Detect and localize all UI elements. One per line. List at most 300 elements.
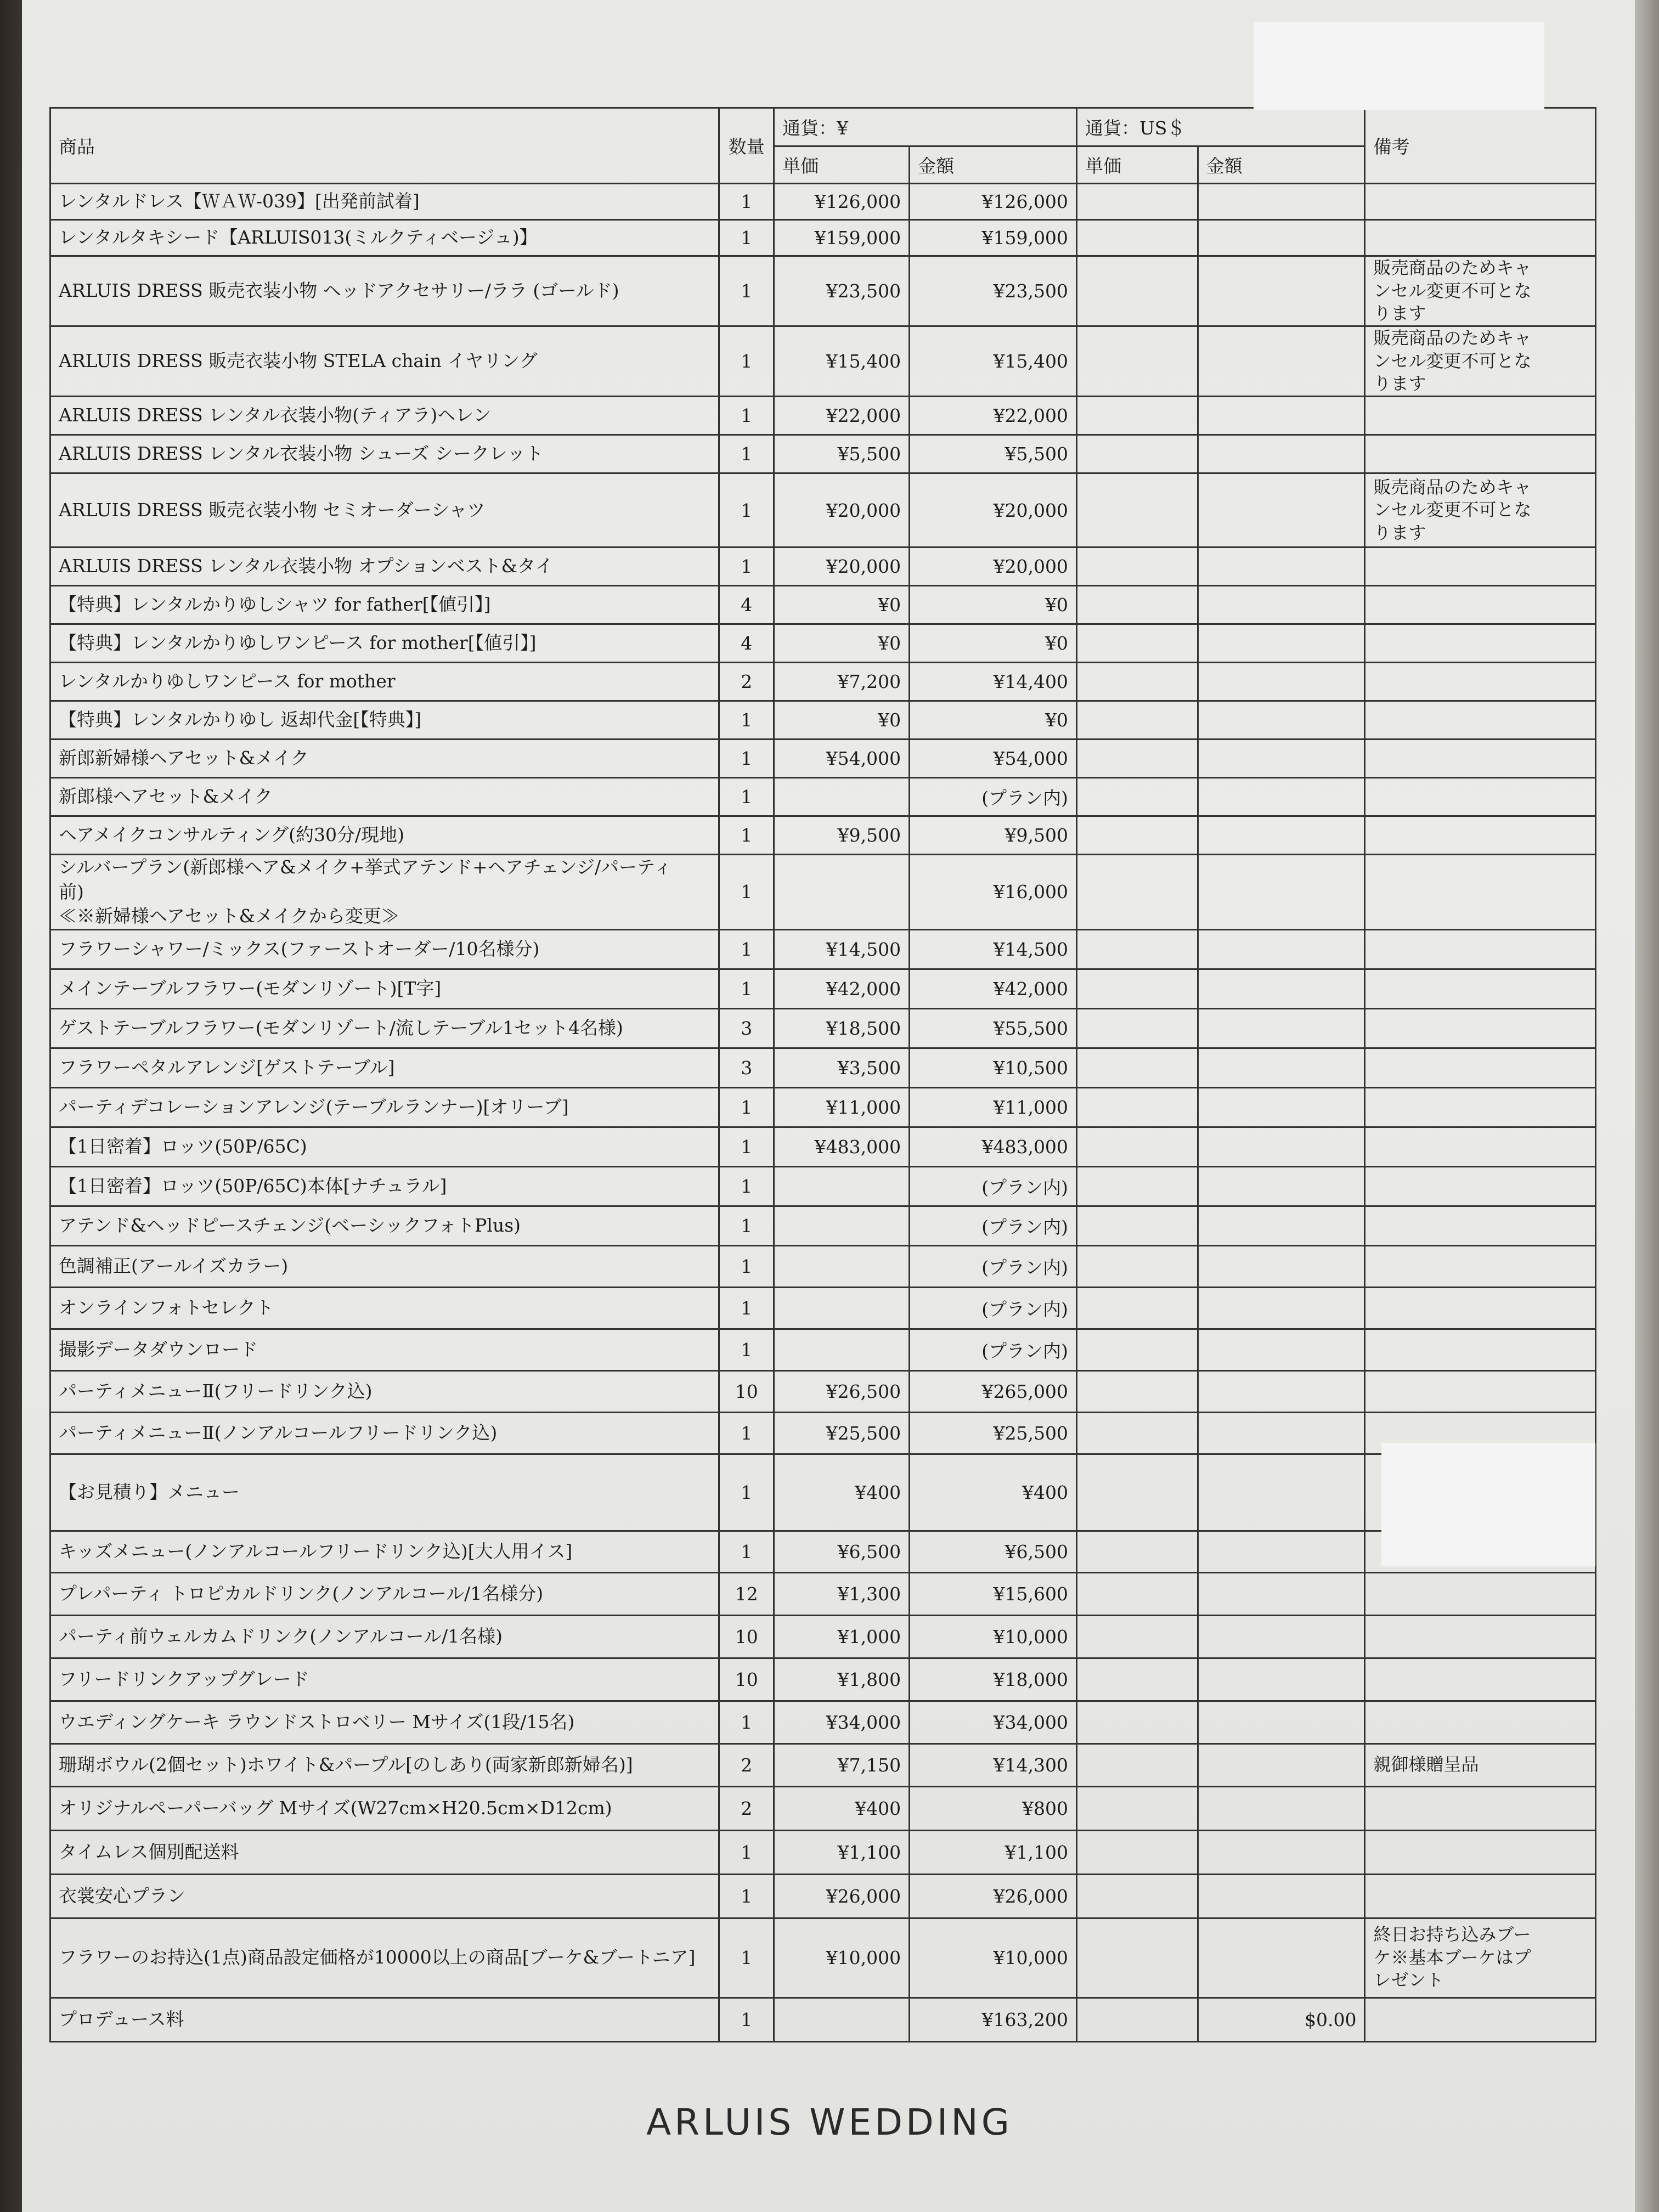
item-unit-price-usd bbox=[1076, 256, 1198, 326]
item-amount-usd bbox=[1198, 778, 1365, 816]
item-unit-price-usd bbox=[1076, 701, 1198, 740]
item-amount-usd bbox=[1198, 1245, 1365, 1287]
item-unit-price-jpy: ¥6,500 bbox=[774, 1531, 910, 1572]
item-unit-price-jpy: ¥15,400 bbox=[774, 326, 910, 397]
table-row bbox=[50, 256, 1596, 326]
item-qty: 10 bbox=[719, 1615, 774, 1658]
table-row bbox=[50, 397, 1596, 435]
item-unit-price-usd bbox=[1076, 1454, 1198, 1531]
item-name: フリードリンクアップグレード bbox=[50, 1658, 719, 1701]
item-unit-price-jpy: ¥14,500 bbox=[774, 929, 910, 969]
item-amount-usd bbox=[1198, 220, 1365, 256]
item-name: メインテーブルフラワー(モダンリゾート)[T字] bbox=[50, 969, 719, 1008]
item-unit-price-usd bbox=[1076, 220, 1198, 256]
item-amount-jpy: (プラン内) bbox=[910, 1329, 1077, 1370]
header-product: 商品 bbox=[50, 108, 719, 184]
item-amount-jpy: ¥0 bbox=[910, 586, 1077, 624]
item-amount-usd bbox=[1198, 1287, 1365, 1329]
item-name: 【特典】レンタルかりゆしワンピース for mother[【値引】] bbox=[50, 624, 719, 663]
item-unit-price-jpy: ¥400 bbox=[774, 1786, 910, 1830]
item-qty: 1 bbox=[719, 256, 774, 326]
item-unit-price-jpy bbox=[774, 1287, 910, 1329]
item-amount-usd bbox=[1198, 1531, 1365, 1572]
item-amount-usd bbox=[1198, 548, 1365, 586]
item-name: ゲストテーブルフラワー(モダンリゾート/流しテーブル1セット4名様) bbox=[50, 1008, 719, 1048]
table-row bbox=[50, 184, 1596, 220]
item-unit-price-jpy bbox=[774, 778, 910, 816]
item-unit-price-jpy: ¥0 bbox=[774, 586, 910, 624]
item-qty: 4 bbox=[719, 586, 774, 624]
item-unit-price-usd bbox=[1076, 1997, 1198, 2041]
item-unit-price-usd bbox=[1076, 816, 1198, 855]
table-row bbox=[50, 473, 1596, 548]
table-row bbox=[50, 1658, 1596, 1701]
item-name: ARLUIS DRESS レンタル衣装小物 オプションベスト&タイ bbox=[50, 548, 719, 586]
item-qty: 10 bbox=[719, 1658, 774, 1701]
item-remarks bbox=[1365, 816, 1596, 855]
item-unit-price-usd bbox=[1076, 1786, 1198, 1830]
item-unit-price-jpy: ¥34,000 bbox=[774, 1701, 910, 1743]
item-unit-price-jpy: ¥42,000 bbox=[774, 969, 910, 1008]
table-row bbox=[50, 1786, 1596, 1830]
item-amount-usd bbox=[1198, 326, 1365, 397]
table-row bbox=[50, 1572, 1596, 1615]
item-remarks bbox=[1365, 1206, 1596, 1245]
item-amount-jpy: ¥0 bbox=[910, 701, 1077, 740]
table-row bbox=[50, 1701, 1596, 1743]
item-amount-usd bbox=[1198, 1658, 1365, 1701]
item-unit-price-jpy: ¥18,500 bbox=[774, 1008, 910, 1048]
item-qty: 3 bbox=[719, 1048, 774, 1087]
item-amount-usd bbox=[1198, 256, 1365, 326]
item-amount-jpy: ¥42,000 bbox=[910, 969, 1077, 1008]
item-name: ヘアメイクコンサルティング(約30分/現地) bbox=[50, 816, 719, 855]
item-amount-usd bbox=[1198, 624, 1365, 663]
item-unit-price-usd bbox=[1076, 1701, 1198, 1743]
item-qty: 1 bbox=[719, 326, 774, 397]
item-unit-price-usd bbox=[1076, 1087, 1198, 1127]
item-amount-jpy: (プラン内) bbox=[910, 1206, 1077, 1245]
table-row bbox=[50, 1329, 1596, 1370]
item-name: フラワーペタルアレンジ[ゲストテーブル] bbox=[50, 1048, 719, 1087]
item-qty: 1 bbox=[719, 855, 774, 930]
item-qty: 1 bbox=[719, 1287, 774, 1329]
item-unit-price-usd bbox=[1076, 740, 1198, 778]
item-amount-usd bbox=[1198, 435, 1365, 473]
item-qty: 1 bbox=[719, 778, 774, 816]
item-amount-usd bbox=[1198, 473, 1365, 548]
item-unit-price-jpy: ¥7,200 bbox=[774, 663, 910, 701]
item-unit-price-jpy: ¥1,000 bbox=[774, 1615, 910, 1658]
header-unit-price-jpy: 単価 bbox=[774, 146, 910, 184]
item-remarks bbox=[1365, 1701, 1596, 1743]
item-remarks bbox=[1365, 969, 1596, 1008]
item-remarks bbox=[1365, 1572, 1596, 1615]
item-qty: 2 bbox=[719, 1743, 774, 1786]
item-unit-price-jpy: ¥20,000 bbox=[774, 548, 910, 586]
item-unit-price-usd bbox=[1076, 1048, 1198, 1087]
header-amount-jpy: 金額 bbox=[910, 146, 1077, 184]
item-amount-usd bbox=[1198, 1087, 1365, 1127]
item-amount-usd bbox=[1198, 929, 1365, 969]
item-unit-price-usd bbox=[1076, 1329, 1198, 1370]
item-name: パーティデコレーションアレンジ(テーブルランナー)[オリーブ] bbox=[50, 1087, 719, 1127]
item-unit-price-usd bbox=[1076, 1166, 1198, 1206]
item-name: 撮影データダウンロード bbox=[50, 1329, 719, 1370]
estimate-rows bbox=[50, 184, 1596, 2042]
item-unit-price-jpy: ¥25,500 bbox=[774, 1412, 910, 1454]
item-remarks bbox=[1365, 1166, 1596, 1206]
item-amount-jpy: ¥483,000 bbox=[910, 1127, 1077, 1166]
item-name: オンラインフォトセレクト bbox=[50, 1287, 719, 1329]
table-row bbox=[50, 1206, 1596, 1245]
item-unit-price-usd bbox=[1076, 1918, 1198, 1997]
item-remarks: 販売商品のためキャ ンセル変更不可とな ります bbox=[1365, 256, 1596, 326]
item-unit-price-usd bbox=[1076, 548, 1198, 586]
item-name: オリジナルペーパーバッグ Mサイズ(W27cm×H20.5cm×D12cm) bbox=[50, 1786, 719, 1830]
item-remarks bbox=[1365, 586, 1596, 624]
item-amount-usd bbox=[1198, 1008, 1365, 1048]
item-amount-jpy: ¥11,000 bbox=[910, 1087, 1077, 1127]
table-row bbox=[50, 740, 1596, 778]
item-name: フラワーのお持込(1点)商品設定価格が10000以上の商品[ブーケ&ブートニア] bbox=[50, 1918, 719, 1997]
item-qty: 1 bbox=[719, 1087, 774, 1127]
item-qty: 1 bbox=[719, 1245, 774, 1287]
item-qty: 1 bbox=[719, 1531, 774, 1572]
item-name: ARLUIS DRESS 販売衣装小物 セミオーダーシャツ bbox=[50, 473, 719, 548]
item-remarks bbox=[1365, 548, 1596, 586]
item-unit-price-jpy: ¥5,500 bbox=[774, 435, 910, 473]
item-amount-jpy: ¥126,000 bbox=[910, 184, 1077, 220]
item-qty: 1 bbox=[719, 397, 774, 435]
table-row bbox=[50, 1454, 1596, 1531]
item-unit-price-usd bbox=[1076, 1287, 1198, 1329]
item-remarks: 販売商品のためキャ ンセル変更不可とな ります bbox=[1365, 473, 1596, 548]
item-qty: 1 bbox=[719, 1918, 774, 1997]
item-amount-jpy: (プラン内) bbox=[910, 1245, 1077, 1287]
item-remarks bbox=[1365, 855, 1596, 930]
item-remarks bbox=[1365, 1615, 1596, 1658]
header-currency-jpy: 通貨：¥ bbox=[774, 108, 1077, 146]
item-remarks bbox=[1365, 624, 1596, 663]
item-name: 衣裳安心プラン bbox=[50, 1874, 719, 1918]
table-row bbox=[50, 624, 1596, 663]
table-row bbox=[50, 1048, 1596, 1087]
item-unit-price-jpy: ¥23,500 bbox=[774, 256, 910, 326]
item-unit-price-jpy: ¥126,000 bbox=[774, 184, 910, 220]
item-unit-price-usd bbox=[1076, 1572, 1198, 1615]
table-row bbox=[50, 1287, 1596, 1329]
table-row bbox=[50, 701, 1596, 740]
item-qty: 12 bbox=[719, 1572, 774, 1615]
item-unit-price-jpy: ¥483,000 bbox=[774, 1127, 910, 1166]
item-unit-price-jpy: ¥10,000 bbox=[774, 1918, 910, 1997]
table-row bbox=[50, 548, 1596, 586]
item-unit-price-jpy: ¥0 bbox=[774, 624, 910, 663]
item-name: プロデュース料 bbox=[50, 1997, 719, 2041]
item-name: 珊瑚ボウル(2個セット)ホワイト&パープル[のしあり(両家新郎新婦名)] bbox=[50, 1743, 719, 1786]
item-qty: 3 bbox=[719, 1008, 774, 1048]
item-qty: 1 bbox=[719, 473, 774, 548]
item-qty: 1 bbox=[719, 1701, 774, 1743]
item-name: パーティメニューⅡ(フリードリンク込) bbox=[50, 1370, 719, 1412]
item-unit-price-usd bbox=[1076, 1531, 1198, 1572]
item-qty: 1 bbox=[719, 1412, 774, 1454]
item-amount-usd bbox=[1198, 1329, 1365, 1370]
table-row bbox=[50, 1531, 1596, 1572]
item-amount-jpy: ¥9,500 bbox=[910, 816, 1077, 855]
item-remarks bbox=[1365, 397, 1596, 435]
item-amount-jpy: ¥14,300 bbox=[910, 1743, 1077, 1786]
item-qty: 1 bbox=[719, 220, 774, 256]
table-row bbox=[50, 1743, 1596, 1786]
item-amount-usd bbox=[1198, 1572, 1365, 1615]
item-unit-price-usd bbox=[1076, 184, 1198, 220]
item-amount-usd bbox=[1198, 1370, 1365, 1412]
item-amount-jpy: ¥25,500 bbox=[910, 1412, 1077, 1454]
item-remarks bbox=[1365, 1830, 1596, 1874]
item-remarks bbox=[1365, 184, 1596, 220]
item-name: レンタルドレス【ＷＡＷ-039】[出発前試着] bbox=[50, 184, 719, 220]
item-qty: 2 bbox=[719, 663, 774, 701]
item-remarks bbox=[1365, 220, 1596, 256]
table-row bbox=[50, 816, 1596, 855]
header-remarks: 備考 bbox=[1365, 108, 1596, 184]
item-unit-price-jpy: ¥20,000 bbox=[774, 473, 910, 548]
item-qty: 2 bbox=[719, 1786, 774, 1830]
item-qty: 1 bbox=[719, 1830, 774, 1874]
table-row bbox=[50, 855, 1596, 930]
item-amount-jpy: ¥54,000 bbox=[910, 740, 1077, 778]
item-unit-price-jpy: ¥26,000 bbox=[774, 1874, 910, 1918]
item-amount-jpy: ¥16,000 bbox=[910, 855, 1077, 930]
item-qty: 1 bbox=[719, 1206, 774, 1245]
item-unit-price-usd bbox=[1076, 586, 1198, 624]
table-row bbox=[50, 220, 1596, 256]
item-amount-jpy: ¥159,000 bbox=[910, 220, 1077, 256]
item-name: 新郎新婦様ヘアセット&メイク bbox=[50, 740, 719, 778]
table-row bbox=[50, 1918, 1596, 1997]
item-unit-price-jpy: ¥1,300 bbox=[774, 1572, 910, 1615]
item-remarks bbox=[1365, 1997, 1596, 2041]
header-qty: 数量 bbox=[719, 108, 774, 184]
item-name: タイムレス個別配送料 bbox=[50, 1830, 719, 1874]
item-qty: 1 bbox=[719, 548, 774, 586]
table-row bbox=[50, 1830, 1596, 1874]
table-row bbox=[50, 663, 1596, 701]
item-amount-usd bbox=[1198, 1454, 1365, 1531]
item-qty: 1 bbox=[719, 1454, 774, 1531]
item-name: ARLUIS DRESS レンタル衣装小物 シューズ シークレット bbox=[50, 435, 719, 473]
item-qty: 10 bbox=[719, 1370, 774, 1412]
item-unit-price-jpy bbox=[774, 1166, 910, 1206]
item-amount-usd bbox=[1198, 1412, 1365, 1454]
item-unit-price-jpy bbox=[774, 1329, 910, 1370]
item-name: アテンド&ヘッドピースチェンジ(ベーシックフォトPlus) bbox=[50, 1206, 719, 1245]
item-unit-price-usd bbox=[1076, 929, 1198, 969]
item-amount-usd bbox=[1198, 184, 1365, 220]
item-qty: 1 bbox=[719, 969, 774, 1008]
item-amount-usd bbox=[1198, 1615, 1365, 1658]
item-name: 【1日密着】ロッツ(50P/65C)本体[ナチュラル] bbox=[50, 1166, 719, 1206]
item-unit-price-jpy bbox=[774, 855, 910, 930]
item-remarks: 販売商品のためキャ ンセル変更不可とな ります bbox=[1365, 326, 1596, 397]
item-unit-price-usd bbox=[1076, 473, 1198, 548]
item-name: キッズメニュー(ノンアルコールフリードリンク込)[大人用イス] bbox=[50, 1531, 719, 1572]
item-name: ARLUIS DRESS 販売衣装小物 ヘッドアクセサリー/ララ (ゴールド) bbox=[50, 256, 719, 326]
item-unit-price-jpy: ¥400 bbox=[774, 1454, 910, 1531]
item-remarks bbox=[1365, 1245, 1596, 1287]
item-name: ARLUIS DRESS レンタル衣装小物(ティアラ)ヘレン bbox=[50, 397, 719, 435]
item-amount-usd bbox=[1198, 586, 1365, 624]
item-amount-jpy: ¥20,000 bbox=[910, 473, 1077, 548]
item-amount-usd bbox=[1198, 1874, 1365, 1918]
item-name: ARLUIS DRESS 販売衣装小物 STELA chain イヤリング bbox=[50, 326, 719, 397]
item-remarks bbox=[1365, 1786, 1596, 1830]
item-amount-jpy: ¥20,000 bbox=[910, 548, 1077, 586]
table-row bbox=[50, 1874, 1596, 1918]
item-remarks: 終日お持ち込みブー ケ※基本ブーケはプ レゼント bbox=[1365, 1918, 1596, 1997]
item-amount-usd bbox=[1198, 969, 1365, 1008]
table-row bbox=[50, 1412, 1596, 1454]
item-name: フラワーシャワー/ミックス(ファーストオーダー/10名様分) bbox=[50, 929, 719, 969]
table-row bbox=[50, 1008, 1596, 1048]
item-amount-usd bbox=[1198, 1830, 1365, 1874]
item-amount-jpy: ¥10,000 bbox=[910, 1918, 1077, 1997]
item-amount-usd bbox=[1198, 816, 1365, 855]
item-amount-usd bbox=[1198, 740, 1365, 778]
item-unit-price-usd bbox=[1076, 663, 1198, 701]
item-remarks bbox=[1365, 663, 1596, 701]
item-amount-jpy: ¥14,500 bbox=[910, 929, 1077, 969]
table-row bbox=[50, 1370, 1596, 1412]
item-unit-price-jpy: ¥159,000 bbox=[774, 220, 910, 256]
item-remarks bbox=[1365, 929, 1596, 969]
item-unit-price-jpy: ¥3,500 bbox=[774, 1048, 910, 1087]
item-unit-price-jpy: ¥9,500 bbox=[774, 816, 910, 855]
table-row bbox=[50, 1997, 1596, 2041]
item-amount-usd bbox=[1198, 1918, 1365, 1997]
item-amount-jpy: ¥23,500 bbox=[910, 256, 1077, 326]
item-name: 【特典】レンタルかりゆし 返却代金[【特典】] bbox=[50, 701, 719, 740]
redacted-area bbox=[1254, 22, 1544, 110]
item-name: 【1日密着】ロッツ(50P/65C) bbox=[50, 1127, 719, 1166]
item-remarks bbox=[1365, 1329, 1596, 1370]
table-row bbox=[50, 435, 1596, 473]
estimate-table bbox=[49, 107, 1596, 2042]
item-unit-price-jpy: ¥26,500 bbox=[774, 1370, 910, 1412]
item-unit-price-usd bbox=[1076, 1245, 1198, 1287]
table-row bbox=[50, 326, 1596, 397]
item-amount-usd bbox=[1198, 1048, 1365, 1087]
item-remarks bbox=[1365, 1874, 1596, 1918]
table-row bbox=[50, 969, 1596, 1008]
item-amount-usd bbox=[1198, 1743, 1365, 1786]
item-remarks bbox=[1365, 1087, 1596, 1127]
item-name: 【特典】レンタルかりゆしシャツ for father[【値引】] bbox=[50, 586, 719, 624]
item-amount-jpy: ¥14,400 bbox=[910, 663, 1077, 701]
item-unit-price-usd bbox=[1076, 435, 1198, 473]
item-unit-price-usd bbox=[1076, 1615, 1198, 1658]
item-unit-price-usd bbox=[1076, 624, 1198, 663]
item-remarks bbox=[1365, 740, 1596, 778]
table-row bbox=[50, 929, 1596, 969]
item-qty: 1 bbox=[719, 701, 774, 740]
item-amount-usd bbox=[1198, 1701, 1365, 1743]
item-qty: 1 bbox=[719, 184, 774, 220]
item-amount-usd bbox=[1198, 1127, 1365, 1166]
table-row bbox=[50, 1166, 1596, 1206]
item-amount-usd bbox=[1198, 701, 1365, 740]
item-unit-price-usd bbox=[1076, 1658, 1198, 1701]
item-amount-usd: $0.00 bbox=[1198, 1997, 1365, 2041]
item-amount-jpy: ¥400 bbox=[910, 1454, 1077, 1531]
item-remarks: 親御様贈呈品 bbox=[1365, 1743, 1596, 1786]
item-amount-jpy: ¥18,000 bbox=[910, 1658, 1077, 1701]
item-amount-jpy: ¥22,000 bbox=[910, 397, 1077, 435]
header-amount-usd: 金額 bbox=[1198, 146, 1365, 184]
header-currency-usd: 通貨：US＄ bbox=[1076, 108, 1365, 146]
table-row bbox=[50, 778, 1596, 816]
item-unit-price-usd bbox=[1076, 1830, 1198, 1874]
header-unit-price-usd: 単価 bbox=[1076, 146, 1198, 184]
item-qty: 1 bbox=[719, 1997, 774, 2041]
item-qty: 1 bbox=[719, 1874, 774, 1918]
table-row bbox=[50, 1127, 1596, 1166]
item-remarks bbox=[1365, 778, 1596, 816]
brand-logo-text: ARLUIS WEDDING bbox=[646, 2101, 1013, 2143]
item-remarks bbox=[1365, 1370, 1596, 1412]
item-unit-price-usd bbox=[1076, 778, 1198, 816]
item-unit-price-jpy: ¥1,800 bbox=[774, 1658, 910, 1701]
table-row bbox=[50, 1087, 1596, 1127]
item-unit-price-usd bbox=[1076, 1412, 1198, 1454]
item-remarks bbox=[1365, 1287, 1596, 1329]
item-unit-price-jpy bbox=[774, 1206, 910, 1245]
item-remarks bbox=[1365, 1048, 1596, 1087]
item-amount-jpy: ¥26,000 bbox=[910, 1874, 1077, 1918]
item-unit-price-usd bbox=[1076, 397, 1198, 435]
item-amount-jpy: ¥10,000 bbox=[910, 1615, 1077, 1658]
item-name: 【お見積り】メニュー bbox=[50, 1454, 719, 1531]
item-amount-jpy: ¥10,500 bbox=[910, 1048, 1077, 1087]
redacted-area bbox=[1381, 1443, 1595, 1566]
item-qty: 1 bbox=[719, 740, 774, 778]
item-amount-usd bbox=[1198, 663, 1365, 701]
item-remarks bbox=[1365, 701, 1596, 740]
item-name: 色調補正(アールイズカラー) bbox=[50, 1245, 719, 1287]
item-amount-jpy: ¥5,500 bbox=[910, 435, 1077, 473]
item-remarks bbox=[1365, 1008, 1596, 1048]
item-amount-usd bbox=[1198, 1166, 1365, 1206]
item-amount-jpy: ¥0 bbox=[910, 624, 1077, 663]
item-unit-price-usd bbox=[1076, 855, 1198, 930]
table-row bbox=[50, 1245, 1596, 1287]
item-qty: 4 bbox=[719, 624, 774, 663]
item-amount-jpy: (プラン内) bbox=[910, 1166, 1077, 1206]
item-name: ウエディングケーキ ラウンドストロベリー Mサイズ(1段/15名) bbox=[50, 1701, 719, 1743]
item-unit-price-usd bbox=[1076, 969, 1198, 1008]
item-amount-jpy: ¥55,500 bbox=[910, 1008, 1077, 1048]
item-qty: 1 bbox=[719, 1329, 774, 1370]
item-unit-price-jpy: ¥54,000 bbox=[774, 740, 910, 778]
item-amount-usd bbox=[1198, 1206, 1365, 1245]
item-unit-price-usd bbox=[1076, 1127, 1198, 1166]
item-unit-price-jpy bbox=[774, 1997, 910, 2041]
item-name: 新郎様ヘアセット&メイク bbox=[50, 778, 719, 816]
item-amount-jpy: ¥1,100 bbox=[910, 1830, 1077, 1874]
item-unit-price-jpy bbox=[774, 1245, 910, 1287]
